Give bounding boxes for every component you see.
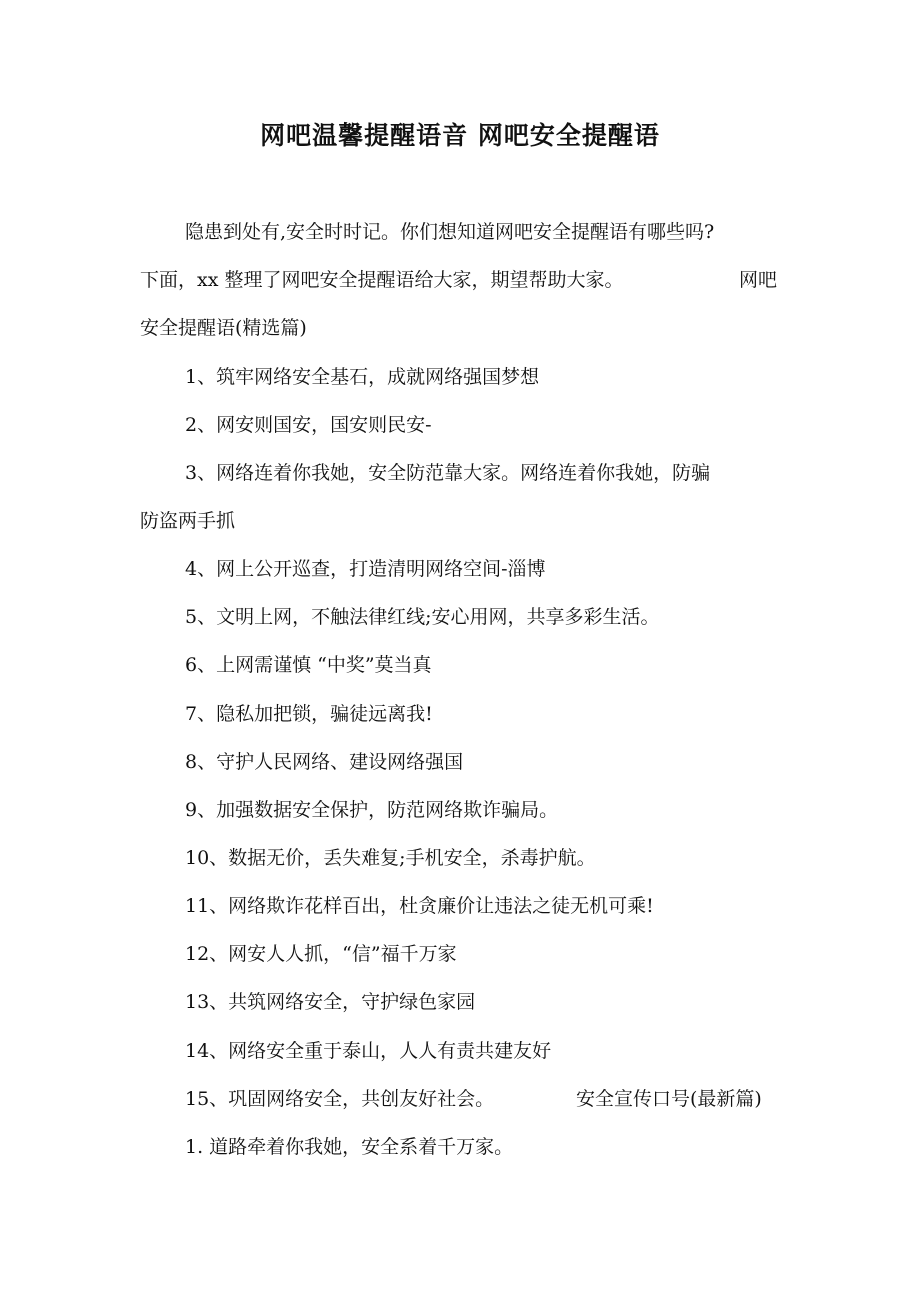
list-item-5: 5、文明上网，不触法律红线;安心用网，共享多彩生活。 — [185, 606, 660, 628]
list-item-4: 4、网上公开巡查，打造清明网络空间-淄博 — [185, 558, 546, 580]
list-item-15: 15、巩固网络安全，共创友好社会。 — [185, 1088, 495, 1110]
section-heading-slogans: 安全宣传口号(最新篇) — [576, 1088, 762, 1110]
list-item-7: 7、隐私加把锁，骗徒远离我! — [185, 703, 433, 725]
list-item-9: 9、加强数据安全保护，防范网络欺诈骗局。 — [185, 799, 559, 821]
list-item-1: 1、筑牢网络安全基石，成就网络强国梦想 — [185, 366, 540, 388]
intro-line-2 — [140, 266, 623, 294]
list-item-14: 14、网络安全重于泰山，人人有责共建友好 — [185, 1040, 552, 1062]
list-item-6: 6、上网需谨慎 “中奖”莫当真 — [185, 654, 432, 676]
list-item-11: 11、网络欺诈花样百出，杜贪廉价让违法之徒无机可乘! — [185, 895, 654, 917]
list-item-8: 8、守护人民网络、建设网络强国 — [185, 751, 464, 773]
list-item-3: 3、网络连着你我她，安全防范靠大家。网络连着你我她，防骗 — [185, 462, 711, 484]
intro-line-2-tail: 网吧 — [739, 269, 778, 291]
list-item-12: 12、网安人人抓，“信”福千万家 — [185, 943, 457, 965]
list-item-3-continued: 防盗两手抓 — [140, 510, 236, 532]
list-item-13: 13、共筑网络安全，守护绿色家园 — [185, 991, 476, 1013]
document-title: 网吧温馨提醒语音 网吧安全提醒语 — [260, 121, 660, 150]
intro-line-1: 隐患到处有,安全时时记。你们想知道网吧安全提醒语有哪些吗? — [185, 221, 715, 243]
list-item-2: 2、网安则国安，国安则民安- — [185, 414, 432, 436]
intro-line-2-text: 下面，xx 整理了网吧安全提醒语给大家，期望帮助大家。 — [140, 269, 624, 291]
slogan-item-1: 1. 道路牵着你我她，安全系着千万家。 — [185, 1136, 514, 1158]
list-item-10: 10、数据无价，丢失难复;手机安全，杀毒护航。 — [185, 847, 596, 869]
intro-line-3: 安全提醒语(精选篇) — [140, 317, 307, 339]
